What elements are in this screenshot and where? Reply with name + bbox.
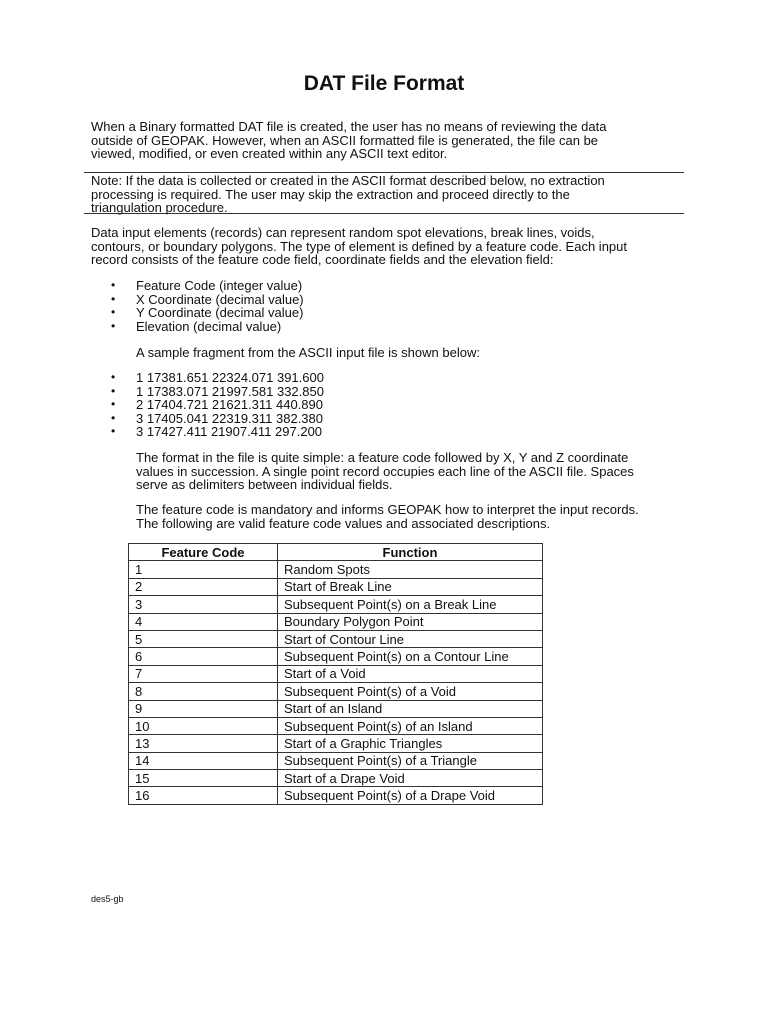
function-cell: Start of an Island xyxy=(278,700,543,717)
elements-line: Data input elements (records) can represent random spot elevations, break lines, voids, xyxy=(91,225,595,240)
table-row xyxy=(129,752,543,769)
code-cell: 8 xyxy=(129,683,278,700)
table-row xyxy=(129,665,543,682)
intro-line: When a Binary formatted DAT file is created, the user has no means of reviewing the data xyxy=(91,119,607,134)
header-function: Function xyxy=(278,544,543,561)
code-cell: 7 xyxy=(129,665,278,682)
code-cell: 6 xyxy=(129,648,278,665)
bullet-icon: • xyxy=(111,318,116,333)
table-row xyxy=(129,735,543,752)
elements-paragraph xyxy=(91,226,627,267)
table-row xyxy=(129,787,543,804)
code-cell: 3 xyxy=(129,596,278,613)
footer-label: des5-gb xyxy=(91,894,124,904)
format-line: serve as delimiters between individual fields. xyxy=(136,477,393,492)
bullet-icon: • xyxy=(111,291,116,306)
table-row xyxy=(129,613,543,630)
function-cell: Start of Break Line xyxy=(278,578,543,595)
elements-line: record consists of the feature code field, coordinate fields and the elevation field: xyxy=(91,252,554,267)
list-item: • X Coordinate (decimal value) xyxy=(111,291,304,307)
table-header-row xyxy=(129,544,543,561)
intro-line: viewed, modified, or even created within any ASCII text editor. xyxy=(91,146,448,161)
code-cell: 16 xyxy=(129,787,278,804)
field-bullet-list xyxy=(111,279,304,333)
table-row xyxy=(129,717,543,734)
list-item: • 1 17383.071 21997.581 332.850 xyxy=(111,383,324,399)
format-line: values in succession. A single point record occupies each line of the ASCII file. Spaces xyxy=(136,463,634,479)
function-cell: Subsequent Point(s) of an Island xyxy=(278,717,543,734)
elements-line: contours, or boundary polygons. The type of element is defined by a feature code. Each input xyxy=(91,238,627,254)
table-row xyxy=(129,630,543,647)
feature-code-table xyxy=(128,543,543,805)
function-cell: Boundary Polygon Point xyxy=(278,613,543,630)
header-feature-code: Feature Code xyxy=(129,544,278,561)
code-cell: 5 xyxy=(129,630,278,647)
table-row xyxy=(129,561,543,578)
table-row xyxy=(129,770,543,787)
list-item: • Y Coordinate (decimal value) xyxy=(111,305,304,320)
function-cell: Start of a Graphic Triangles xyxy=(278,735,543,752)
bullet-icon: • xyxy=(111,305,116,319)
function-cell: Subsequent Point(s) of a Drape Void xyxy=(278,787,543,804)
code-cell: 13 xyxy=(129,735,278,752)
list-item: • 3 17405.041 22319.311 382.380 xyxy=(111,410,323,426)
code-cell: 10 xyxy=(129,717,278,734)
intro-paragraph xyxy=(91,120,606,161)
format-paragraph xyxy=(136,451,634,492)
code-cell: 15 xyxy=(129,770,278,787)
feature-line: The following are valid feature code values and associated descriptions. xyxy=(136,515,551,531)
bullet-icon: • xyxy=(111,424,116,438)
code-cell: 2 xyxy=(129,578,278,595)
note-line: processing is required. The user may skip the extraction and proceed directly to the xyxy=(91,186,570,202)
list-item: • 2 17404.721 21621.311 440.890 xyxy=(111,397,323,412)
list-item: • Feature Code (integer value) xyxy=(111,278,303,293)
sample-bullet-list xyxy=(111,371,324,439)
bullet-icon: • xyxy=(111,410,116,425)
page-title: DAT File Format xyxy=(303,72,465,95)
function-cell: Start of a Drape Void xyxy=(278,770,543,787)
function-cell: Random Spots xyxy=(278,561,543,578)
function-cell: Subsequent Point(s) on a Contour Line xyxy=(278,648,543,665)
sample-intro: A sample fragment from the ASCII input file is shown below: xyxy=(136,345,480,360)
function-cell: Start of a Void xyxy=(278,665,543,682)
code-cell: 1 xyxy=(129,561,278,578)
function-cell: Subsequent Point(s) on a Break Line xyxy=(278,596,543,613)
note-box xyxy=(84,172,684,214)
function-cell: Start of Contour Line xyxy=(278,630,543,647)
format-line: The format in the file is quite simple: a feature code followed by X, Y and Z coordinate xyxy=(136,450,629,465)
bullet-icon: • xyxy=(111,370,116,384)
code-cell: 4 xyxy=(129,613,278,630)
note-line: triangulation procedure. xyxy=(91,200,228,215)
table-row xyxy=(129,683,543,700)
note-paragraph xyxy=(91,174,605,215)
list-item: • 3 17427.411 21907.411 297.200 xyxy=(111,424,323,439)
table-row xyxy=(129,700,543,717)
table-row xyxy=(129,648,543,665)
note-line: Note: If the data is collected or created in the ASCII format described below, no extraction xyxy=(91,173,605,188)
code-cell: 14 xyxy=(129,752,278,769)
list-item: • Elevation (decimal value) xyxy=(111,318,282,334)
bullet-icon: • xyxy=(111,278,116,292)
bullet-icon: • xyxy=(111,397,116,411)
feature-line: The feature code is mandatory and informs GEOPAK how to interpret the input records. xyxy=(136,502,639,517)
feature-paragraph xyxy=(136,503,639,530)
bullet-icon: • xyxy=(111,383,116,398)
list-item: • 1 17381.651 22324.071 391.600 xyxy=(111,370,324,385)
function-cell: Subsequent Point(s) of a Triangle xyxy=(278,752,543,769)
table-row xyxy=(129,578,543,595)
table-row xyxy=(129,596,543,613)
function-cell: Subsequent Point(s) of a Void xyxy=(278,683,543,700)
code-cell: 9 xyxy=(129,700,278,717)
intro-line: outside of GEOPAK. However, when an ASCII formatted file is generated, the file can be xyxy=(91,132,599,148)
